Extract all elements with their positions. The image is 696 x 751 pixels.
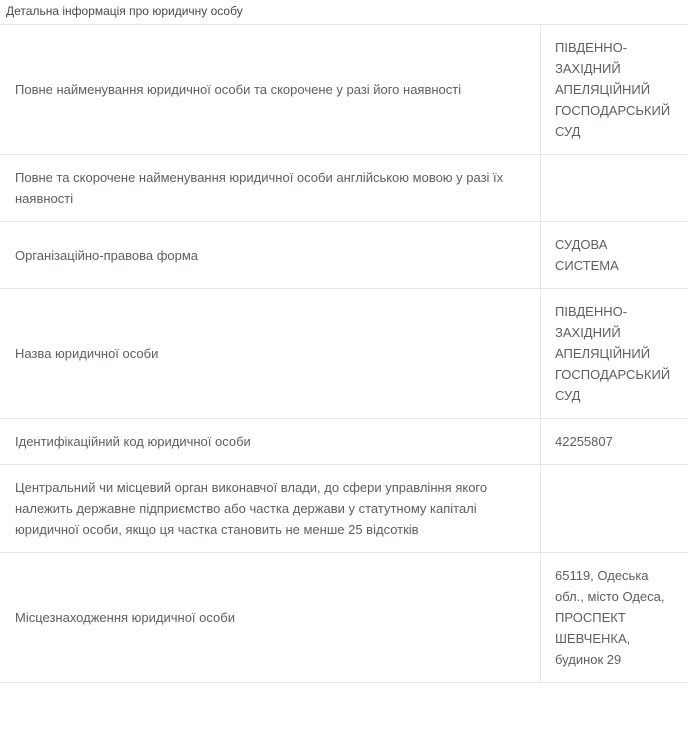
table-row [1, 155, 687, 222]
value-line: АПЕЛЯЦІЙНИЙ [555, 82, 651, 97]
row-value [541, 222, 687, 289]
value-lines [555, 431, 673, 452]
value-line: 42255807 [555, 434, 613, 449]
legal-entity-info-table [0, 24, 687, 683]
value-line: обл., місто Одеса, [555, 589, 665, 604]
value-line: ЗАХІДНИЙ [555, 325, 621, 340]
value-line: СУД [555, 124, 581, 139]
table-row [1, 553, 687, 683]
value-line: ЗАХІДНИЙ [555, 61, 621, 76]
value-line: ПРОСПЕКТ [555, 610, 626, 625]
row-value [541, 553, 687, 683]
value-line: ПІВДЕННО- [555, 304, 628, 319]
row-label: Назва юридичної особи [1, 289, 541, 419]
value-line: ШЕВЧЕНКА, [555, 631, 631, 646]
row-value [541, 465, 687, 553]
table-body [1, 25, 687, 683]
row-label: Ідентифікаційний код юридичної особи [1, 419, 541, 465]
value-lines [555, 565, 673, 670]
value-line: 65119, Одеська [555, 568, 649, 583]
value-line: ГОСПОДАРСЬКИЙ [555, 367, 671, 382]
table-row [1, 222, 687, 289]
value-line: СУД [555, 388, 581, 403]
value-line: ПІВДЕННО- [555, 40, 628, 55]
row-value [541, 155, 687, 222]
table-row [1, 289, 687, 419]
row-value [541, 25, 687, 155]
value-lines [555, 301, 673, 406]
value-line: ГОСПОДАРСЬКИЙ [555, 103, 671, 118]
value-lines [555, 37, 673, 142]
row-label: Місцезнаходження юридичної особи [1, 553, 541, 683]
table-row [1, 25, 687, 155]
page-title: Детальна інформація про юридичну особу [6, 4, 243, 18]
row-value [541, 289, 687, 419]
row-label: Організаційно-правова форма [1, 222, 541, 289]
value-lines [555, 234, 673, 276]
row-value [541, 419, 687, 465]
row-label: Повне та скорочене найменування юридичної особи англійською мовою у разі їх наявності [1, 155, 541, 222]
value-line: будинок 29 [555, 652, 622, 667]
table-row [1, 419, 687, 465]
value-line: АПЕЛЯЦІЙНИЙ [555, 346, 651, 361]
row-label: Повне найменування юридичної особи та скорочене у разі його наявності [1, 25, 541, 155]
row-label: Центральний чи місцевий орган виконавчої влади, до сфери управління якого належить державне підприємство або частка держави у статутному капіталі юридичної особи, якщо ця частка становить не менше 25 відсотків [1, 465, 541, 553]
value-line: СИСТЕМА [555, 258, 619, 273]
table-row [1, 465, 687, 553]
value-line: СУДОВА [555, 237, 608, 252]
